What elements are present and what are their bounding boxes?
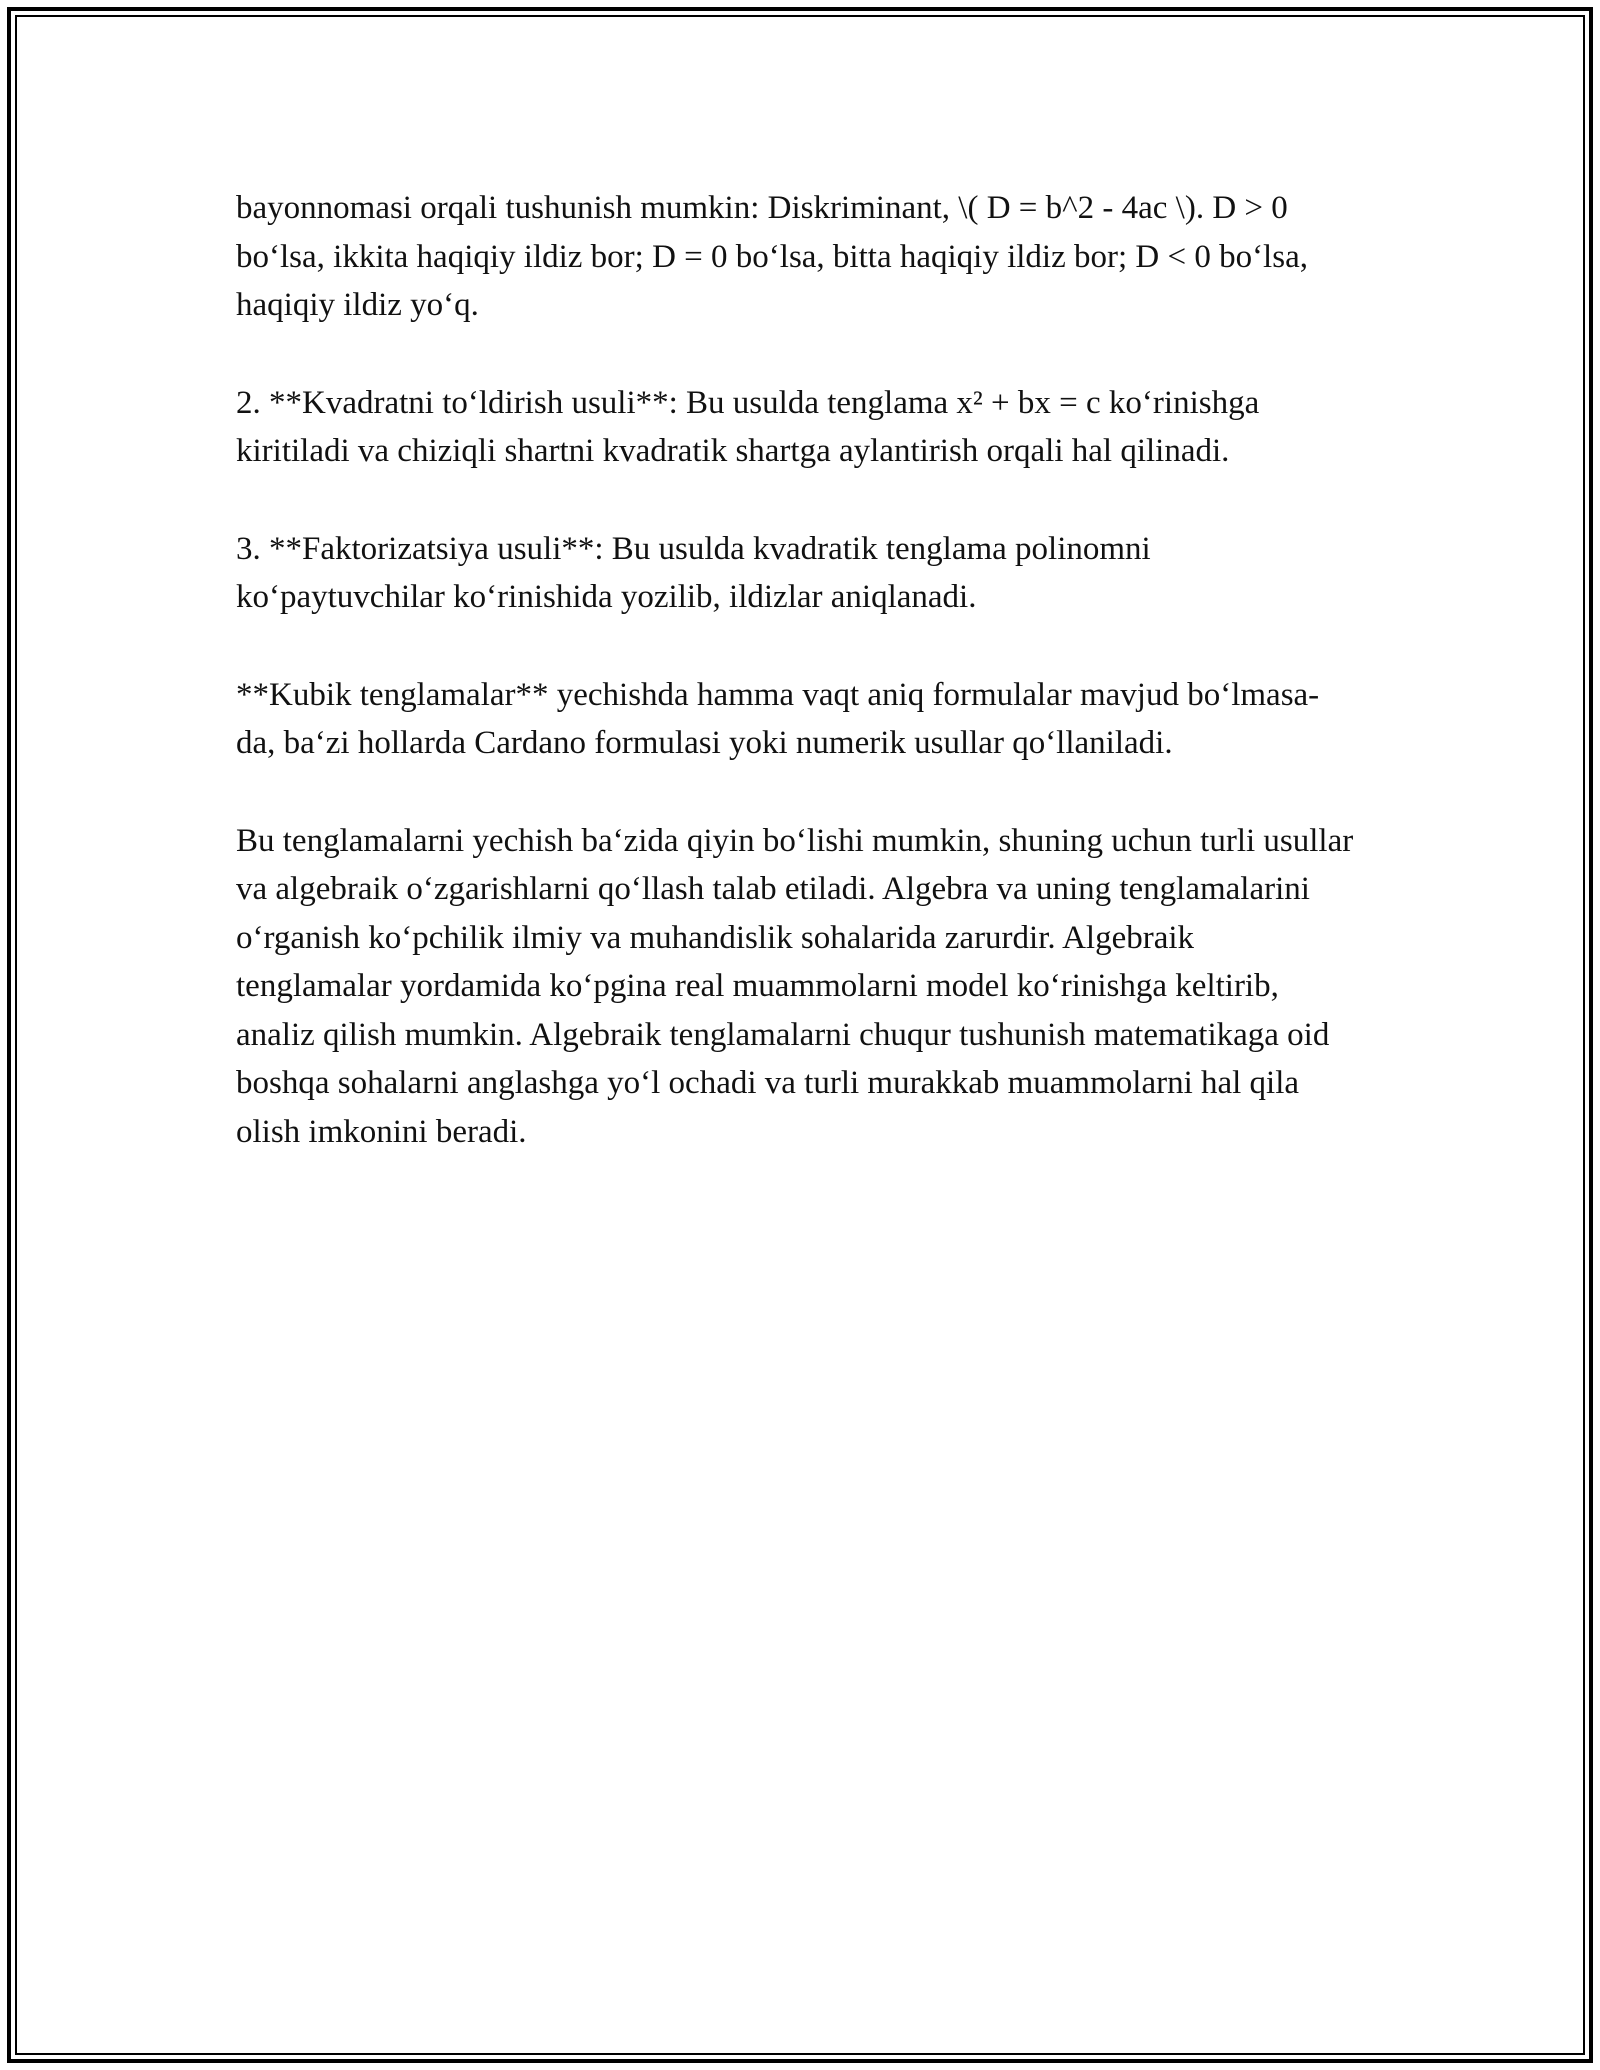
paragraph-factorization: 3. **Faktorizatsiya usuli**: Bu usulda kvadratik tenglama polinomni ko‘paytuvchilar ko‘rinishida yozilib, ildizlar aniqlanadi.	[236, 530, 1151, 615]
paragraph-cubic-equations: **Kubik tenglamalar** yechishda hamma vaqt aniq formulalar mavjud bo‘lmasa-da, ba‘zi hollarda Cardano formulasi yoki numerik usullar qo‘llaniladi.	[236, 676, 1320, 761]
paragraph-completing-square: 2. **Kvadratni to‘ldirish usuli**: Bu usulda tenglama x² + bx = c ko‘rinishga kiritiladi va chiziqli shartni kvadratik shartga aylantirish orqali hal qilinadi.	[236, 384, 1260, 469]
paragraph-discriminant: bayonnomasi orqali tushunish mumkin: Diskriminant, \( D = b^2 - 4ac \). D > 0 bo‘lsa, ikkita haqiqiy ildiz bor; D = 0 bo‘lsa, bitta haqiqiy ildiz bor; D < 0 bo‘lsa, haqiqiy ildiz yo‘q.	[236, 190, 1308, 323]
paragraph-conclusion: Bu tenglamalarni yechish ba‘zida qiyin bo‘lishi mumkin, shuning uchun turli usullar va algebraik o‘zgarishlarni qo‘llash talab etiladi. Algebra va uning tenglamalarini o‘rganish ko‘pchilik ilmiy va muhandislik sohalarida zarurdir. Algebraik tenglamalar yordamida ko‘pgina real muammolarni model ko‘rinishga keltirib, analiz qilish mumkin. Algebraik tenglamalarni chuqur tushunish matematikaga oid boshqa sohalarni anglashga yo‘l ochadi va turli murakkab muammolarni hal qila olish imkonini beradi.	[236, 822, 1354, 1150]
document-body	[236, 184, 1356, 1205]
